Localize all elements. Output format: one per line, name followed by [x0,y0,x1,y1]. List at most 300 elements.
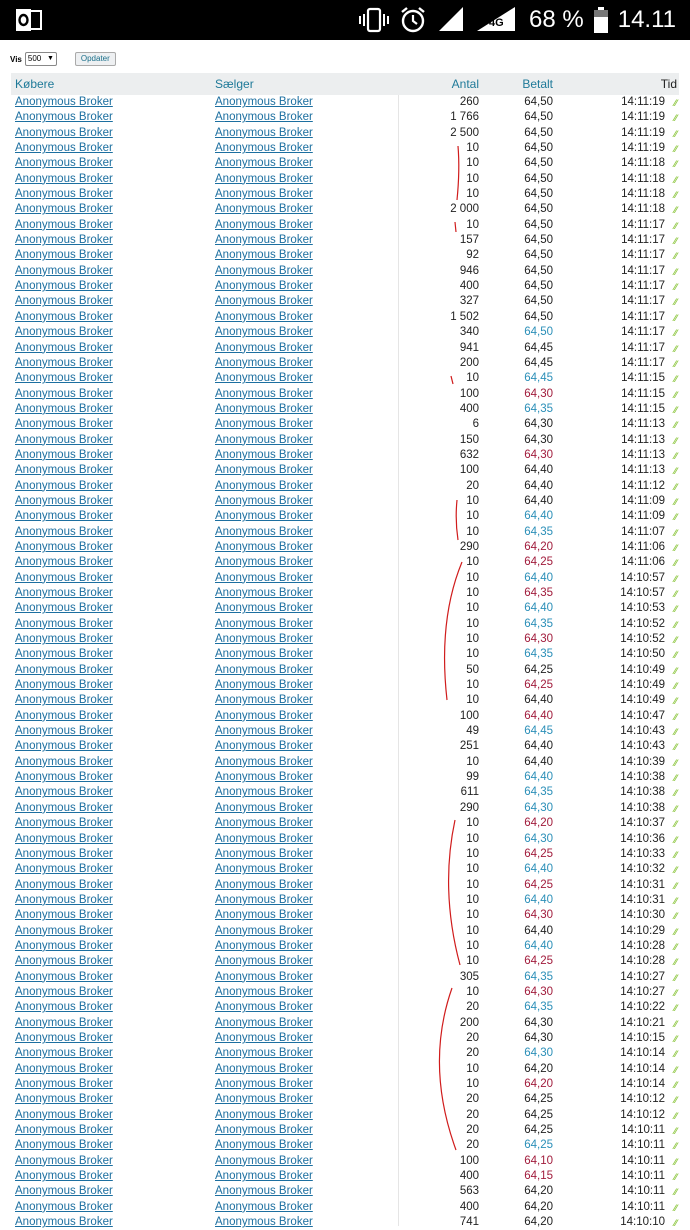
buyer-link[interactable]: Anonymous Broker [15,939,113,952]
trade-detail-icon[interactable]: ⁄⁄ [673,297,677,308]
buyer-link[interactable]: Anonymous Broker [15,418,113,431]
buyer-link[interactable]: Anonymous Broker [15,264,113,277]
table-row [11,893,679,908]
buyer-link[interactable]: Anonymous Broker [15,648,113,661]
trade-detail-icon[interactable]: ⁄⁄ [673,727,677,738]
paid-cell: 64,40 [524,893,553,906]
buyer-link[interactable]: Anonymous Broker [15,1016,113,1029]
paid-cell: 64,30 [524,801,553,814]
seller-link[interactable]: Anonymous Broker [215,1078,313,1090]
trade-detail-icon[interactable]: ⁄⁄ [673,849,677,860]
seller-link[interactable]: Anonymous Broker [215,1216,313,1229]
trade-detail-icon[interactable]: ⁄⁄ [673,788,677,799]
paid-cell: 64,50 [524,280,553,293]
time-cell: 14:10:22 [620,1001,665,1014]
trade-detail-icon[interactable]: ⁄⁄ [673,205,677,216]
seller-link[interactable]: Anonymous Broker [215,617,313,630]
buyer-link[interactable]: Anonymous Broker [15,1031,113,1044]
trade-detail-icon[interactable]: ⁄⁄ [673,1218,677,1229]
buyer-link[interactable]: Anonymous Broker [15,540,113,553]
trade-detail-icon[interactable]: ⁄⁄ [673,113,677,124]
trade-detail-icon[interactable]: ⁄⁄ [673,527,677,538]
trade-detail-icon[interactable]: ⁄⁄ [673,542,677,553]
buyer-link[interactable]: Anonymous Broker [15,893,113,906]
seller-link[interactable]: Anonymous Broker [215,893,313,906]
paid-cell: 64,40 [524,510,553,523]
quantity-cell: 251 [459,740,479,753]
paid-cell: 64,35 [524,617,553,630]
trade-detail-icon[interactable]: ⁄⁄ [673,573,677,584]
time-cell: 14:11:18 [621,188,665,201]
header-quantity[interactable]: Antal [451,77,479,91]
table-row [11,341,679,356]
wifi-signal-icon [437,7,465,33]
trade-detail-icon[interactable]: ⁄⁄ [673,1172,677,1183]
header-paid[interactable]: Betalt [522,77,553,91]
trade-detail-icon[interactable]: ⁄⁄ [673,834,677,845]
buyer-link[interactable]: Anonymous Broker [15,372,113,385]
trade-detail-icon[interactable]: ⁄⁄ [673,435,677,446]
time-cell: 14:11:09 [621,510,665,523]
table-row [11,433,679,448]
table-row [11,371,679,386]
trade-detail-icon[interactable]: ⁄⁄ [673,1095,677,1106]
seller-link[interactable]: Anonymous Broker [215,234,313,247]
table-row [11,294,679,309]
buyer-link[interactable]: Anonymous Broker [15,970,113,983]
table-row [11,509,679,524]
trade-detail-icon[interactable]: ⁄⁄ [673,926,677,937]
buyer-link[interactable]: Anonymous Broker [15,1216,113,1229]
buyer-link[interactable]: Anonymous Broker [15,433,113,446]
seller-link[interactable]: Anonymous Broker [215,878,313,891]
trade-detail-icon[interactable]: ⁄⁄ [673,328,677,339]
trade-detail-icon[interactable]: ⁄⁄ [673,1141,677,1152]
trade-detail-icon[interactable]: ⁄⁄ [673,742,677,753]
trade-detail-icon[interactable]: ⁄⁄ [673,681,677,692]
quantity-cell: 100 [459,387,479,400]
trade-detail-icon[interactable]: ⁄⁄ [673,941,677,952]
trade-detail-icon[interactable]: ⁄⁄ [673,251,677,262]
seller-link[interactable]: Anonymous Broker [215,955,313,968]
seller-link[interactable]: Anonymous Broker [215,1016,313,1029]
trade-detail-icon[interactable]: ⁄⁄ [673,466,677,477]
trade-detail-icon[interactable]: ⁄⁄ [673,1018,677,1029]
buyer-link[interactable]: Anonymous Broker [15,786,113,799]
seller-link[interactable]: Anonymous Broker [215,188,313,201]
buyer-link[interactable]: Anonymous Broker [15,341,113,354]
buyer-link[interactable]: Anonymous Broker [15,878,113,891]
paid-cell: 64,15 [524,1170,553,1183]
trade-detail-icon[interactable]: ⁄⁄ [673,389,677,400]
seller-link[interactable]: Anonymous Broker [215,387,313,400]
trade-detail-icon[interactable]: ⁄⁄ [673,773,677,784]
seller-link[interactable]: Anonymous Broker [215,1154,313,1167]
table-row [11,402,679,417]
trade-detail-icon[interactable]: ⁄⁄ [673,190,677,201]
trade-detail-icon[interactable]: ⁄⁄ [673,665,677,676]
buyer-link[interactable]: Anonymous Broker [15,280,113,293]
trade-detail-icon[interactable]: ⁄⁄ [673,865,677,876]
buyer-link[interactable]: Anonymous Broker [15,402,113,415]
time-cell: 14:10:50 [620,648,665,661]
quantity-cell: 10 [466,648,479,661]
buyer-link[interactable]: Anonymous Broker [15,1047,113,1060]
seller-link[interactable]: Anonymous Broker [215,1047,313,1060]
buyer-link[interactable]: Anonymous Broker [15,1200,113,1213]
seller-link[interactable]: Anonymous Broker [215,909,313,922]
seller-link[interactable]: Anonymous Broker [215,970,313,983]
buyer-link[interactable]: Anonymous Broker [15,587,113,599]
table-row [11,156,679,171]
seller-link[interactable]: Anonymous Broker [215,494,313,507]
table-row [11,739,679,754]
seller-link[interactable]: Anonymous Broker [215,203,313,216]
buyer-link[interactable]: Anonymous Broker [15,985,113,998]
trade-detail-icon[interactable]: ⁄⁄ [673,803,677,814]
table-row [11,1169,679,1184]
trade-detail-icon[interactable]: ⁄⁄ [673,957,677,968]
seller-link[interactable]: Anonymous Broker [215,863,313,876]
quantity-cell: 10 [466,556,479,569]
paid-cell: 64,20 [524,1185,553,1198]
seller-link[interactable]: Anonymous Broker [215,847,313,860]
trade-detail-icon[interactable]: ⁄⁄ [673,282,677,293]
buyer-link[interactable]: Anonymous Broker [15,218,113,231]
trade-detail-icon[interactable]: ⁄⁄ [673,159,677,170]
table-row [11,1046,679,1061]
seller-link[interactable]: Anonymous Broker [215,817,313,830]
buyer-link[interactable]: Anonymous Broker [15,356,113,369]
table-row [11,770,679,785]
trade-detail-icon[interactable]: ⁄⁄ [673,558,677,569]
trade-detail-icon[interactable]: ⁄⁄ [673,1187,677,1198]
trade-detail-icon[interactable]: ⁄⁄ [673,343,677,354]
trade-detail-icon[interactable]: ⁄⁄ [673,450,677,461]
buyer-link[interactable]: Anonymous Broker [15,510,113,523]
buyer-link[interactable]: Anonymous Broker [15,464,113,477]
trade-detail-icon[interactable]: ⁄⁄ [673,220,677,231]
paid-cell: 64,25 [524,1139,553,1152]
paid-cell: 64,20 [524,1216,553,1229]
seller-link[interactable]: Anonymous Broker [215,587,313,599]
trade-detail-icon[interactable]: ⁄⁄ [673,144,677,155]
paid-cell: 64,30 [524,832,553,845]
seller-link[interactable]: Anonymous Broker [215,142,313,155]
trade-detail-icon[interactable]: ⁄⁄ [673,1033,677,1044]
trade-detail-icon[interactable]: ⁄⁄ [673,1080,677,1090]
buyer-link[interactable]: Anonymous Broker [15,172,113,185]
seller-link[interactable]: Anonymous Broker [215,924,313,937]
buyer-link[interactable]: Anonymous Broker [15,725,113,738]
trade-detail-icon[interactable]: ⁄⁄ [673,987,677,998]
trade-detail-icon[interactable]: ⁄⁄ [673,1126,677,1137]
trade-detail-icon[interactable]: ⁄⁄ [673,650,677,661]
buyer-link[interactable]: Anonymous Broker [15,832,113,845]
trade-detail-icon[interactable]: ⁄⁄ [673,711,677,722]
buyer-link[interactable]: Anonymous Broker [15,740,113,753]
seller-link[interactable]: Anonymous Broker [215,725,313,738]
time-cell: 14:10:11 [621,1200,665,1213]
buyer-link[interactable]: Anonymous Broker [15,249,113,262]
seller-link[interactable]: Anonymous Broker [215,326,313,339]
seller-link[interactable]: Anonymous Broker [215,801,313,814]
seller-link[interactable]: Anonymous Broker [215,571,313,584]
seller-link[interactable]: Anonymous Broker [215,111,313,124]
buyer-link[interactable]: Anonymous Broker [15,924,113,937]
table-row [11,847,679,862]
seller-link[interactable]: Anonymous Broker [215,1139,313,1152]
quantity-cell: 20 [466,1031,479,1044]
trade-detail-icon[interactable]: ⁄⁄ [673,312,677,323]
seller-link[interactable]: Anonymous Broker [215,602,313,615]
seller-link[interactable]: Anonymous Broker [215,356,313,369]
quantity-cell: 49 [466,725,479,738]
trade-detail-icon[interactable]: ⁄⁄ [673,757,677,768]
buyer-link[interactable]: Anonymous Broker [15,694,113,707]
trade-detail-icon[interactable]: ⁄⁄ [673,819,677,830]
buyer-link[interactable]: Anonymous Broker [15,448,113,461]
seller-link[interactable]: Anonymous Broker [215,985,313,998]
trade-detail-icon[interactable]: ⁄⁄ [673,696,677,707]
seller-link[interactable]: Anonymous Broker [215,771,313,784]
table-row [11,1077,679,1092]
seller-link[interactable]: Anonymous Broker [215,648,313,661]
header-sellers[interactable]: Sælger [215,77,254,91]
seller-link[interactable]: Anonymous Broker [215,264,313,277]
seller-link[interactable]: Anonymous Broker [215,540,313,553]
time-cell: 14:10:11 [621,1185,665,1198]
trade-detail-icon[interactable]: ⁄⁄ [673,589,677,599]
buyer-link[interactable]: Anonymous Broker [15,679,113,692]
buyer-link[interactable]: Anonymous Broker [15,817,113,830]
seller-link[interactable]: Anonymous Broker [215,709,313,722]
time-cell: 14:11:17 [621,218,665,231]
trade-detail-icon[interactable]: ⁄⁄ [673,266,677,277]
buyer-link[interactable]: Anonymous Broker [15,863,113,876]
trade-detail-icon[interactable]: ⁄⁄ [673,911,677,922]
paid-cell: 64,30 [524,1047,553,1060]
seller-link[interactable]: Anonymous Broker [215,418,313,431]
trade-detail-icon[interactable]: ⁄⁄ [673,358,677,369]
seller-link[interactable]: Anonymous Broker [215,341,313,354]
time-cell: 14:10:11 [621,1139,665,1152]
table-row [11,939,679,954]
buyer-link[interactable]: Anonymous Broker [15,709,113,722]
trade-detail-icon[interactable]: ⁄⁄ [673,512,677,523]
clock: 14.11 [617,6,676,33]
table-row [11,463,679,478]
buyer-link[interactable]: Anonymous Broker [15,1154,113,1167]
seller-link[interactable]: Anonymous Broker [215,479,313,492]
seller-link[interactable]: Anonymous Broker [215,740,313,753]
table-row [11,663,679,678]
trade-detail-icon[interactable]: ⁄⁄ [673,1156,677,1167]
update-button[interactable]: Opdater [75,52,116,66]
trade-detail-icon[interactable]: ⁄⁄ [673,1202,677,1213]
buyer-link[interactable]: Anonymous Broker [15,1108,113,1121]
buyer-link[interactable]: Anonymous Broker [15,234,113,247]
buyer-link[interactable]: Anonymous Broker [15,955,113,968]
seller-link[interactable]: Anonymous Broker [215,1001,313,1014]
table-row [11,954,679,969]
trade-detail-icon[interactable]: ⁄⁄ [673,174,677,185]
seller-link[interactable]: Anonymous Broker [215,280,313,293]
trade-detail-icon[interactable]: ⁄⁄ [673,481,677,492]
table-row [11,586,679,601]
seller-link[interactable]: Anonymous Broker [215,663,313,676]
trade-detail-icon[interactable]: ⁄⁄ [673,880,677,891]
seller-link[interactable]: Anonymous Broker [215,694,313,707]
buyer-link[interactable]: Anonymous Broker [15,295,113,308]
buyer-link[interactable]: Anonymous Broker [15,326,113,339]
buyer-link[interactable]: Anonymous Broker [15,188,113,201]
trade-detail-icon[interactable]: ⁄⁄ [673,128,677,139]
show-count-select[interactable] [25,52,57,66]
table-row [11,1184,679,1199]
paid-cell: 64,50 [524,326,553,339]
buyer-link[interactable]: Anonymous Broker [15,1139,113,1152]
seller-link[interactable]: Anonymous Broker [215,1185,313,1198]
seller-link[interactable]: Anonymous Broker [215,464,313,477]
buyer-link[interactable]: Anonymous Broker [15,387,113,400]
seller-link[interactable]: Anonymous Broker [215,249,313,262]
buyer-link[interactable]: Anonymous Broker [15,909,113,922]
table-row [11,1031,679,1046]
buyer-link[interactable]: Anonymous Broker [15,571,113,584]
trade-detail-icon[interactable]: ⁄⁄ [673,98,677,108]
seller-link[interactable]: Anonymous Broker [215,1124,313,1137]
buyer-link[interactable]: Anonymous Broker [15,1078,113,1090]
buyer-link[interactable]: Anonymous Broker [15,525,113,538]
trade-detail-icon[interactable]: ⁄⁄ [673,420,677,431]
time-cell: 14:11:09 [621,494,665,507]
seller-link[interactable]: Anonymous Broker [215,96,313,108]
seller-link[interactable]: Anonymous Broker [215,1108,313,1121]
seller-link[interactable]: Anonymous Broker [215,126,313,139]
buyer-link[interactable]: Anonymous Broker [15,96,113,108]
seller-link[interactable]: Anonymous Broker [215,679,313,692]
trade-detail-icon[interactable]: ⁄⁄ [673,1110,677,1121]
table-row [11,1154,679,1169]
paid-cell: 64,40 [524,479,553,492]
seller-link[interactable]: Anonymous Broker [215,433,313,446]
seller-link[interactable]: Anonymous Broker [215,1093,313,1106]
seller-link[interactable]: Anonymous Broker [215,510,313,523]
buyer-link[interactable]: Anonymous Broker [15,142,113,155]
buyer-link[interactable]: Anonymous Broker [15,203,113,216]
buyer-link[interactable]: Anonymous Broker [15,1093,113,1106]
cell-signal-icon [475,7,519,33]
seller-link[interactable]: Anonymous Broker [215,218,313,231]
buyer-link[interactable]: Anonymous Broker [15,801,113,814]
buyer-link[interactable]: Anonymous Broker [15,1001,113,1014]
header-time[interactable]: Tid [660,77,677,91]
paid-cell: 64,30 [524,387,553,400]
trade-detail-icon[interactable]: ⁄⁄ [673,972,677,983]
buyer-link[interactable]: Anonymous Broker [15,633,113,646]
quantity-cell: 99 [466,771,479,784]
paid-cell: 64,45 [524,372,553,385]
trade-detail-icon[interactable]: ⁄⁄ [673,374,677,385]
seller-link[interactable]: Anonymous Broker [215,786,313,799]
time-cell: 14:11:18 [621,203,665,216]
quantity-cell: 400 [459,280,479,293]
paid-cell: 64,40 [524,694,553,707]
quantity-cell: 10 [466,1078,479,1090]
trade-detail-icon[interactable]: ⁄⁄ [673,1003,677,1014]
seller-link[interactable]: Anonymous Broker [215,372,313,385]
seller-link[interactable]: Anonymous Broker [215,556,313,569]
buyer-link[interactable]: Anonymous Broker [15,1170,113,1183]
paid-cell: 64,20 [524,1062,553,1075]
buyer-link[interactable]: Anonymous Broker [15,847,113,860]
buyer-link[interactable]: Anonymous Broker [15,556,113,569]
seller-link[interactable]: Anonymous Broker [215,295,313,308]
table-row [11,1123,679,1138]
buyer-link[interactable]: Anonymous Broker [15,755,113,768]
table-row [11,970,679,985]
trade-detail-icon[interactable]: ⁄⁄ [673,604,677,615]
buyer-link[interactable]: Anonymous Broker [15,479,113,492]
trade-detail-icon[interactable]: ⁄⁄ [673,236,677,247]
trade-detail-icon[interactable]: ⁄⁄ [673,619,677,630]
outlook-icon [16,8,42,32]
buyer-link[interactable]: Anonymous Broker [15,157,113,170]
buyer-link[interactable]: Anonymous Broker [15,126,113,139]
trade-detail-icon[interactable]: ⁄⁄ [673,404,677,415]
seller-link[interactable]: Anonymous Broker [215,832,313,845]
seller-link[interactable]: Anonymous Broker [215,1200,313,1213]
time-cell: 14:11:19 [621,126,665,139]
quantity-cell: 946 [459,264,479,277]
seller-link[interactable]: Anonymous Broker [215,1170,313,1183]
buyer-link[interactable]: Anonymous Broker [15,1185,113,1198]
buyer-link[interactable]: Anonymous Broker [15,1062,113,1075]
header-buyers[interactable]: Købere [15,77,55,91]
seller-link[interactable]: Anonymous Broker [215,402,313,415]
seller-link[interactable]: Anonymous Broker [215,157,313,170]
seller-link[interactable]: Anonymous Broker [215,525,313,538]
seller-link[interactable]: Anonymous Broker [215,755,313,768]
buyer-link[interactable]: Anonymous Broker [15,771,113,784]
seller-link[interactable]: Anonymous Broker [215,1062,313,1075]
buyer-link[interactable]: Anonymous Broker [15,494,113,507]
seller-link[interactable]: Anonymous Broker [215,633,313,646]
trade-detail-icon[interactable]: ⁄⁄ [673,1049,677,1060]
buyer-link[interactable]: Anonymous Broker [15,663,113,676]
trade-detail-icon[interactable]: ⁄⁄ [673,895,677,906]
seller-link[interactable]: Anonymous Broker [215,939,313,952]
paid-cell: 64,10 [524,1154,553,1167]
buyer-link[interactable]: Anonymous Broker [15,1124,113,1137]
seller-link[interactable]: Anonymous Broker [215,310,313,323]
trade-detail-icon[interactable]: ⁄⁄ [673,496,677,507]
buyer-link[interactable]: Anonymous Broker [15,602,113,615]
seller-link[interactable]: Anonymous Broker [215,448,313,461]
seller-link[interactable]: Anonymous Broker [215,1031,313,1044]
seller-link[interactable]: Anonymous Broker [215,172,313,185]
quantity-cell: 100 [459,709,479,722]
buyer-link[interactable]: Anonymous Broker [15,310,113,323]
paid-cell: 64,25 [524,847,553,860]
buyer-link[interactable]: Anonymous Broker [15,617,113,630]
paid-cell: 64,35 [524,525,553,538]
buyer-link[interactable]: Anonymous Broker [15,111,113,124]
trade-detail-icon[interactable]: ⁄⁄ [673,1064,677,1075]
trade-detail-icon[interactable]: ⁄⁄ [673,635,677,646]
paid-cell: 64,40 [524,602,553,615]
